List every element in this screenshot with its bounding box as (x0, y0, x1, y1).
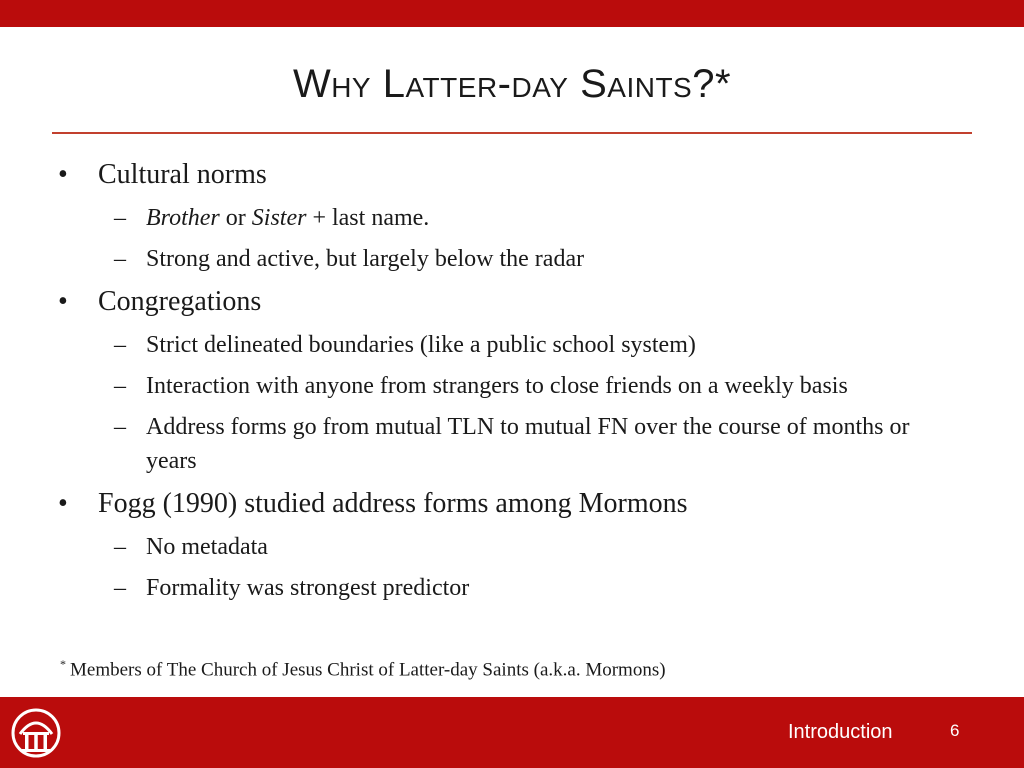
sub-bullet-marker: – (114, 332, 126, 358)
bullet-text: Cultural norms (98, 159, 267, 190)
slide-title: Why Latter-day Saints?* (292, 62, 732, 106)
sub-bullet-text: Formality was strongest predictor (146, 575, 470, 601)
footer-bar (0, 697, 1024, 768)
sub-bullet-item (114, 328, 964, 362)
bullet-marker: • (58, 488, 68, 519)
footer-section-label: Introduction (788, 721, 893, 743)
sub-bullet-text: No metadata (146, 534, 268, 560)
bullet-text: Congregations (98, 286, 262, 317)
bullet-text: Fogg (1990) studied address forms among Mormons (98, 488, 688, 519)
sub-bullet-item (114, 242, 964, 276)
bullet-item (58, 158, 958, 192)
sub-bullet-item (114, 201, 964, 235)
tail-text: + last name. (306, 205, 430, 231)
sub-bullet-item (114, 530, 964, 564)
sub-bullet-text (146, 201, 429, 235)
footnote-marker: * (60, 657, 66, 671)
bullet-marker: • (58, 286, 68, 317)
connector-text: or (219, 205, 252, 231)
sub-bullet-marker: – (114, 414, 126, 440)
sub-bullet-text: Strong and active, but largely below the radar (146, 246, 585, 272)
sub-bullet-text: Interaction with anyone from strangers to close friends on a weekly basis (146, 373, 848, 399)
sub-bullet-marker: – (114, 575, 126, 601)
footnote (60, 651, 666, 683)
page-number: 6 (950, 721, 960, 740)
sub-bullet-marker: – (114, 246, 126, 272)
bullet-item (58, 487, 958, 521)
sub-bullet-marker: – (114, 534, 126, 560)
italic-term-brother: Brother (146, 205, 220, 231)
sub-bullet-item (114, 410, 964, 480)
italic-term-sister: Sister (251, 205, 307, 231)
sub-bullet-marker: – (114, 373, 126, 399)
sub-bullet-text: Address forms go from mutual TLN to mutual FN over the course of months or years (146, 414, 910, 474)
sub-bullet-item (114, 571, 964, 605)
footnote-text: Members of The Church of Jesus Christ of Latter-day Saints (a.k.a. Mormons) (70, 659, 666, 681)
bullet-item (58, 285, 958, 319)
sub-bullet-text: Strict delineated boundaries (like a public school system) (146, 332, 696, 358)
sub-bullet-marker: – (114, 205, 126, 231)
bullet-marker: • (58, 159, 68, 190)
sub-bullet-item (114, 369, 964, 403)
university-arch-logo-icon (10, 704, 62, 762)
